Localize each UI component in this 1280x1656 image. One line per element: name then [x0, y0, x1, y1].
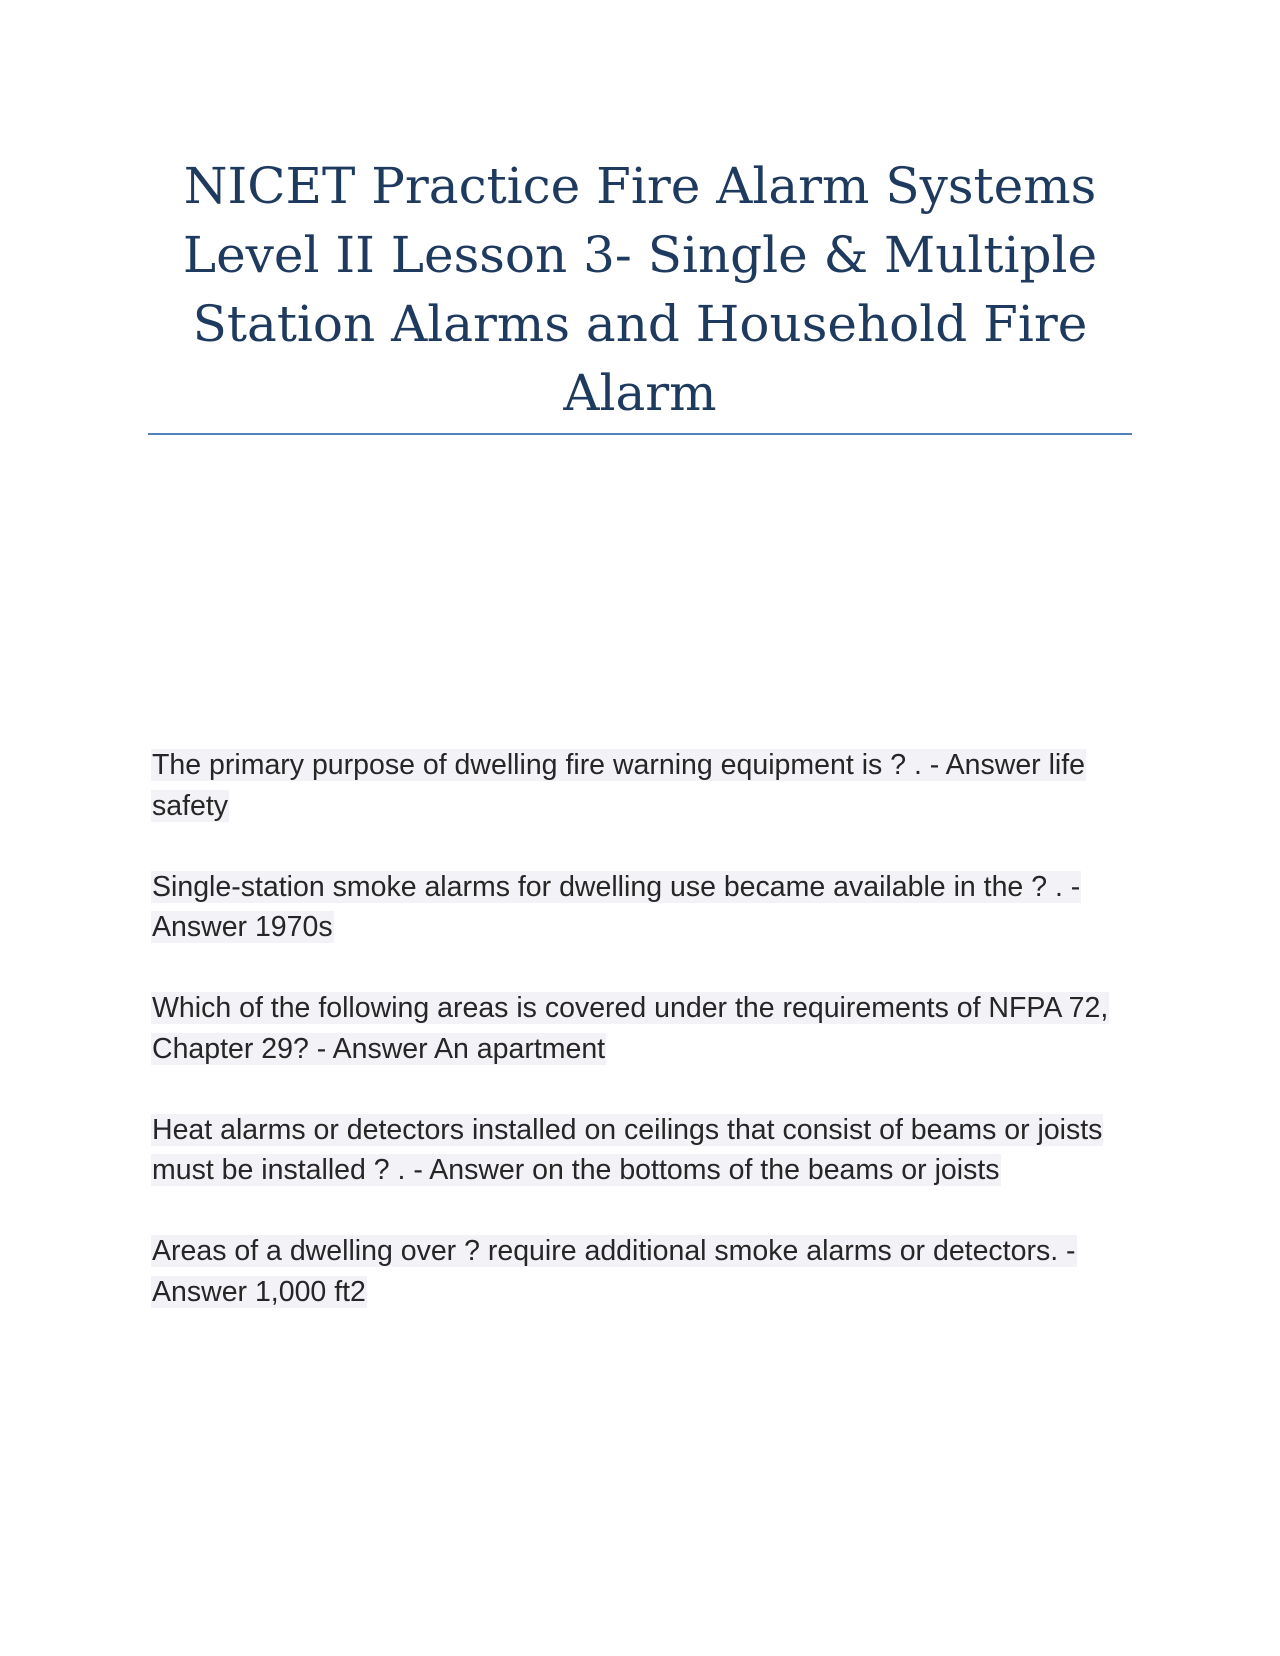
- qa-list: [151, 745, 1141, 1353]
- qa-item: [151, 745, 1141, 826]
- qa-item: [151, 1110, 1141, 1191]
- title-divider: [148, 433, 1132, 435]
- qa-item-text: Single-station smoke alarms for dwelling use became available in the ? . - Answer 1970s: [152, 870, 1081, 943]
- qa-item-text: Which of the following areas is covered under the requirements of NFPA 72, Chapter 29? - Answer An apartment: [152, 992, 1109, 1065]
- qa-item-text: The primary purpose of dwelling fire warning equipment is ? . - Answer life safety: [152, 749, 1086, 822]
- title-block: [148, 152, 1132, 428]
- qa-item-text: Areas of a dwelling over ? require additional smoke alarms or detectors. - Answer 1,000 ft2: [152, 1235, 1076, 1308]
- qa-item: [151, 1231, 1141, 1312]
- qa-item: [151, 988, 1141, 1069]
- document-title: NICET Practice Fire Alarm Systems Level II Lesson 3- Single & Multiple Station Alarms and Household Fire Alarm: [182, 157, 1098, 422]
- qa-item-text: Heat alarms or detectors installed on ceilings that consist of beams or joists must be installed ? . - Answer on the bottoms of the beams or joists: [152, 1113, 1103, 1186]
- qa-item: [151, 867, 1141, 948]
